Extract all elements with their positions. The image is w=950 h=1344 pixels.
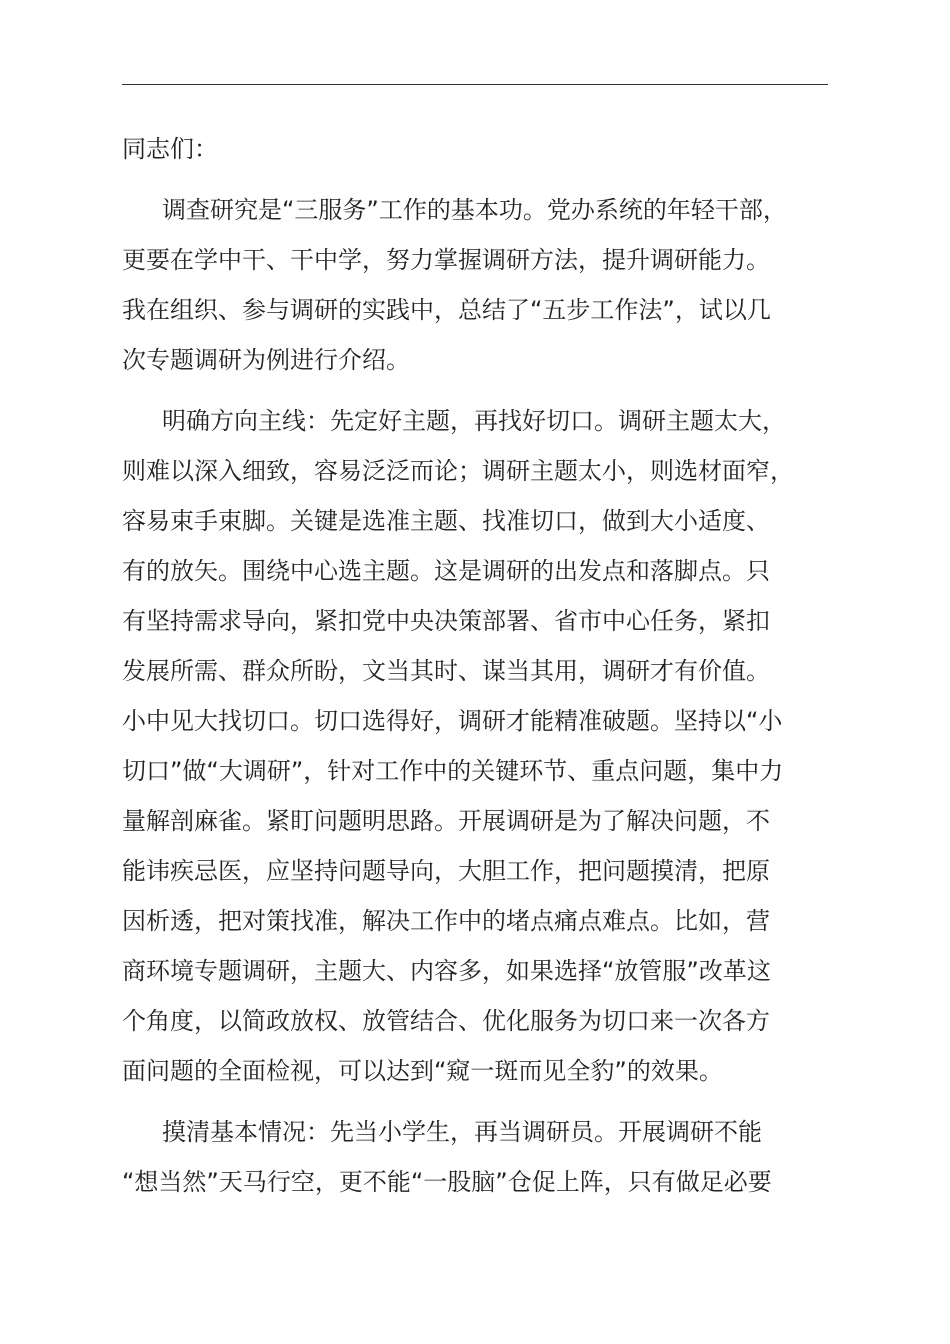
text-line: 商环境专题调研，主题大、内容多，如果选择“放管服”改革这 (122, 957, 771, 985)
text-line: 我在组织、参与调研的实践中，总结了“五步工作法”，试以几 (122, 296, 771, 324)
text-line: 发展所需、群众所盼，文当其时、谋当其用，调研才有价值。 (122, 657, 770, 685)
paragraph-situation (122, 1107, 842, 1207)
text-line: 有坚持需求导向，紧扣党中央决策部署、省市中心任务，紧扣 (122, 607, 770, 635)
text-line: 次专题调研为例进行介绍。 (122, 346, 410, 374)
text-line: 更要在学中干、干中学，努力掌握调研方法，提升调研能力。 (122, 246, 770, 274)
text-line: 面问题的全面检视，可以达到“窥一斑而见全豹”的效果。 (122, 1057, 723, 1085)
paragraph-direction (122, 396, 842, 1096)
document-body (122, 124, 842, 1218)
header-rule (122, 84, 828, 85)
text-line: 个角度，以简政放权、放管结合、优化服务为切口来一次各方 (122, 1007, 770, 1035)
text-line: 能讳疾忌医，应坚持问题导向，大胆工作，把问题摸清，把原 (122, 857, 770, 885)
text-line: 调查研究是“三服务”工作的基本功。党办系统的年轻干部， (162, 196, 787, 224)
text-line: 摸清基本情况：先当小学生，再当调研员。开展调研不能 (162, 1118, 762, 1146)
text-line: 容易束手束脚。关键是选准主题、找准切口，做到大小适度、 (122, 507, 770, 535)
text-line: 因析透，把对策找准，解决工作中的堵点痛点难点。比如，营 (122, 907, 770, 935)
text-line: 切口”做“大调研”，针对工作中的关键环节、重点问题，集中力 (122, 757, 784, 785)
text-line: 有的放矢。围绕中心选主题。这是调研的出发点和落脚点。只 (122, 557, 770, 585)
text-line: 量解剖麻雀。紧盯问题明思路。开展调研是为了解决问题，不 (122, 807, 770, 835)
text-line: 明确方向主线：先定好主题，再找好切口。调研主题太大， (162, 407, 786, 435)
greeting: 同志们： (122, 135, 218, 163)
paragraph-intro (122, 185, 842, 385)
text-line: 则难以深入细致，容易泛泛而论；调研主题太小，则选材面窄， (122, 457, 794, 485)
text-line: “想当然”天马行空，更不能“一股脑”仓促上阵，只有做足必要 (122, 1168, 772, 1196)
text-line: 小中见大找切口。切口选得好，调研才能精准破题。坚持以“小 (122, 707, 783, 735)
